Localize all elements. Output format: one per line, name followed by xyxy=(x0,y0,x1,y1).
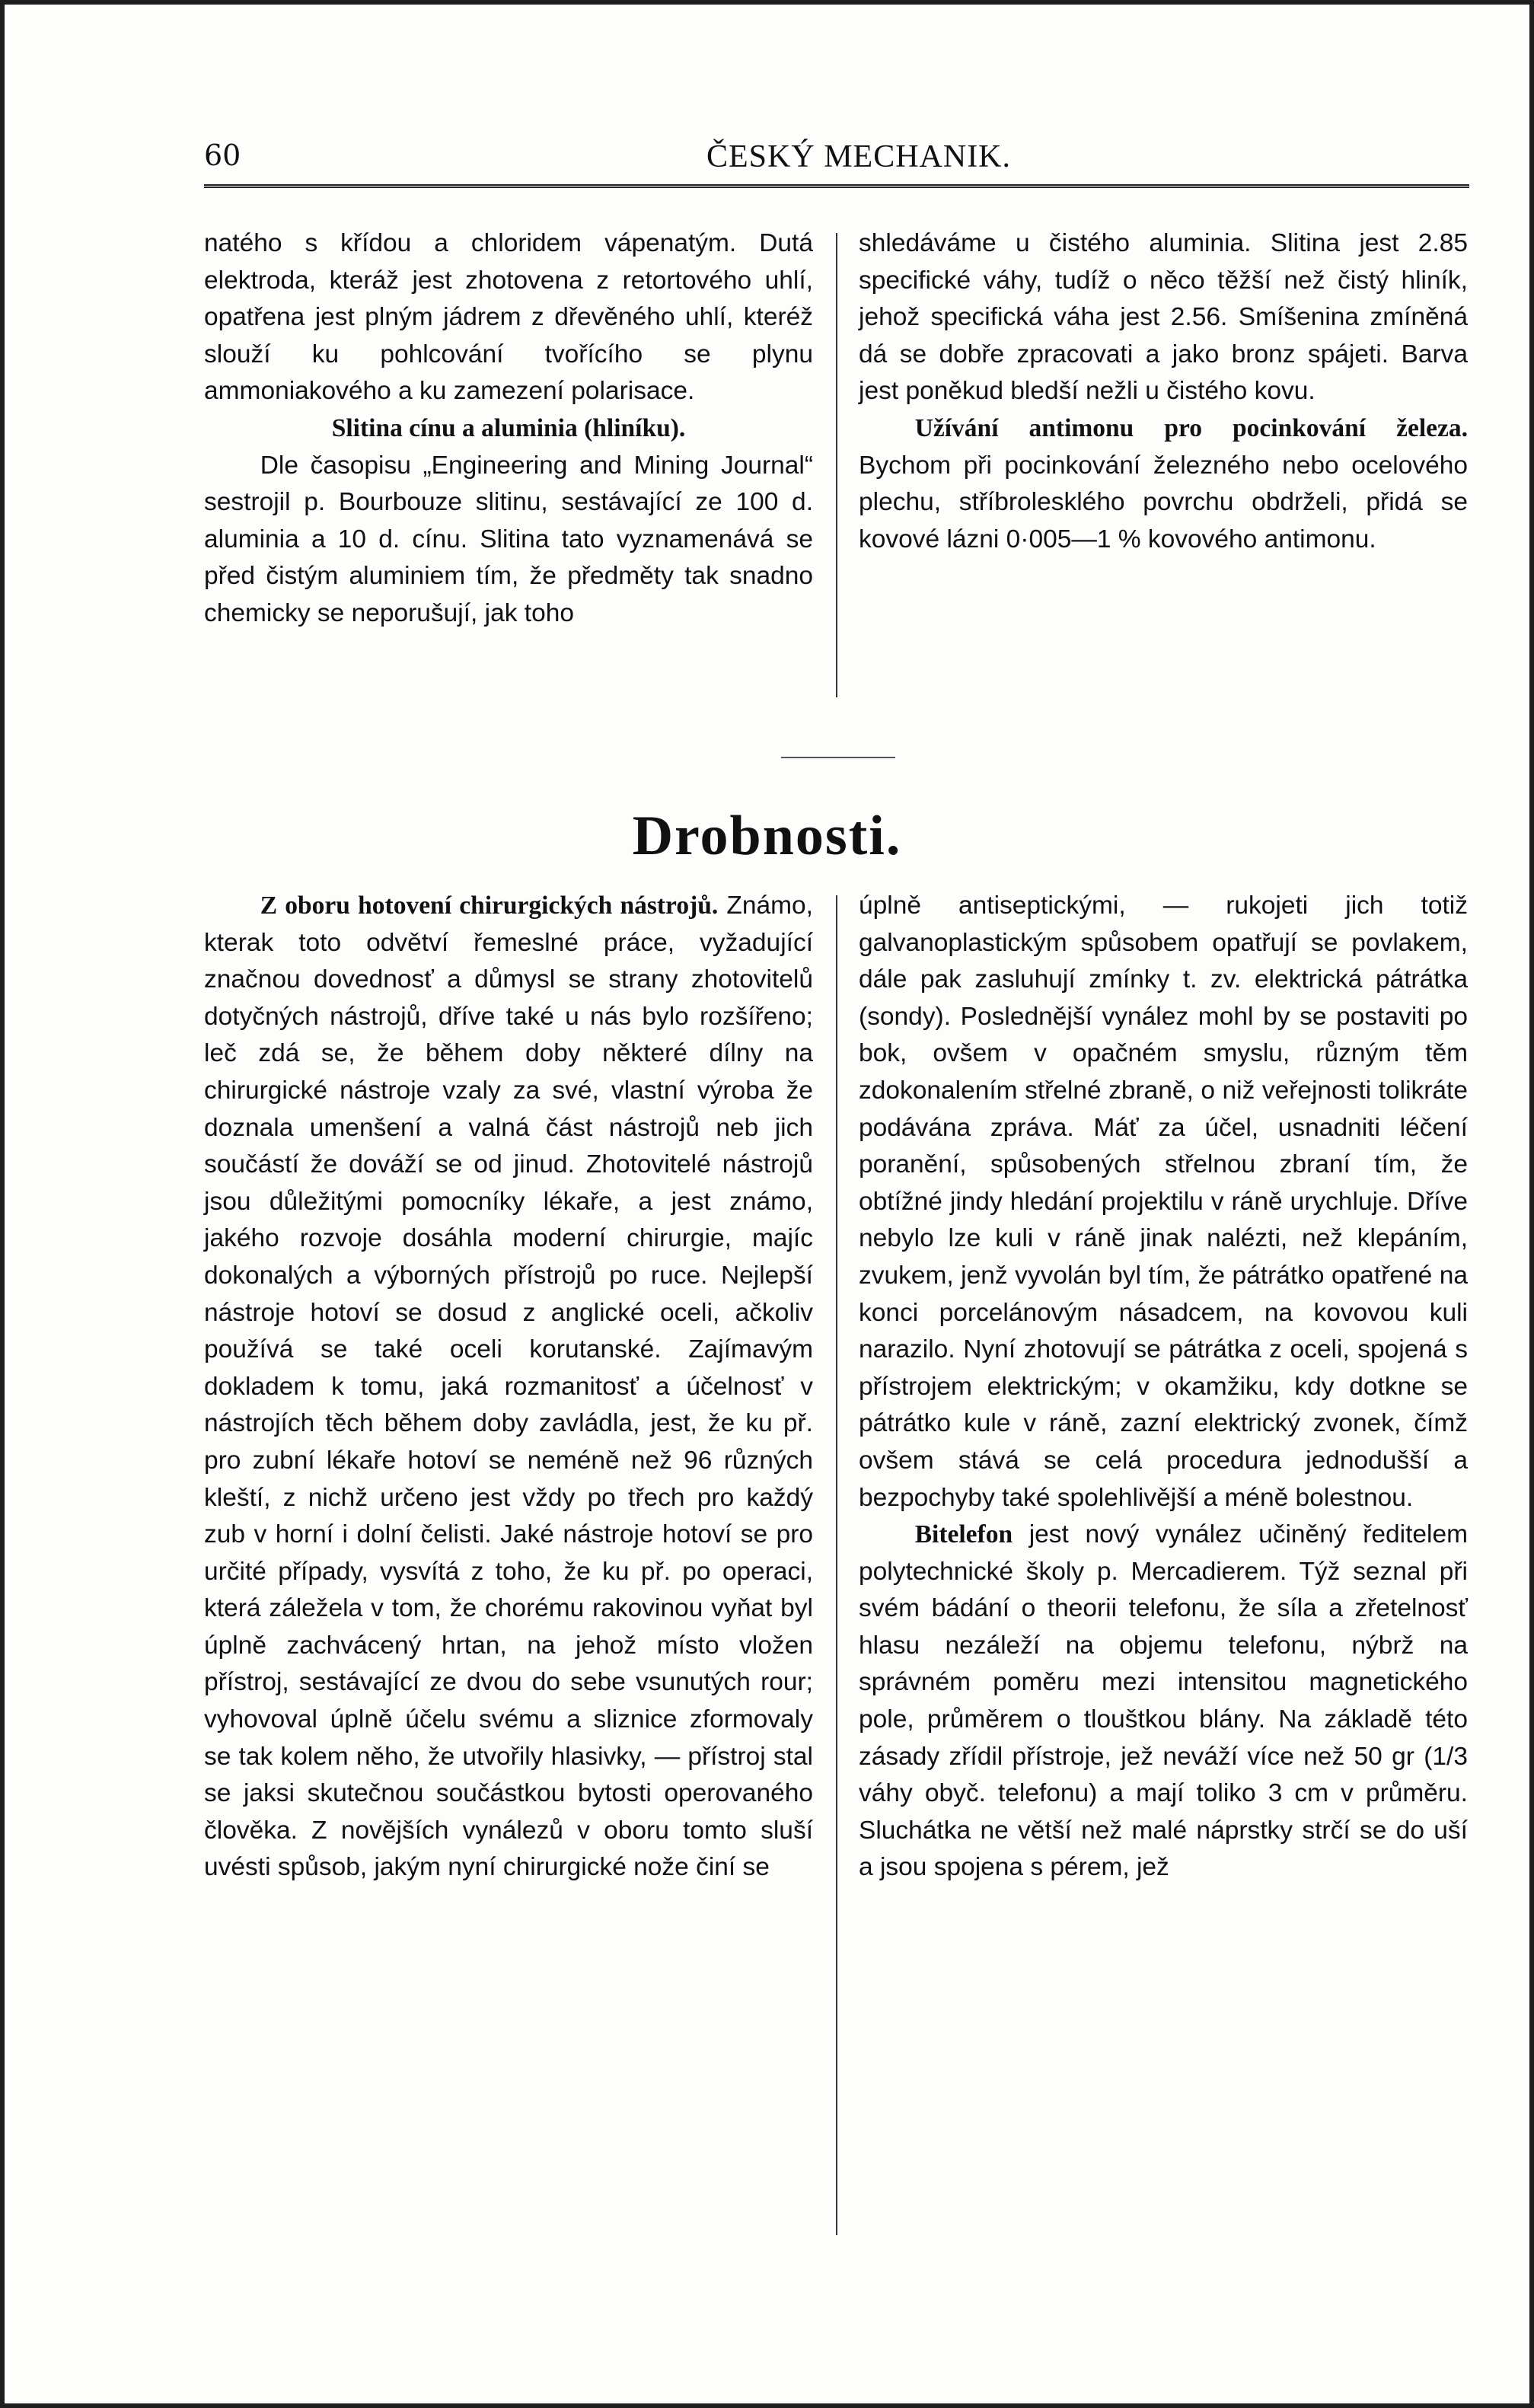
top-left-column xyxy=(204,225,813,633)
article-heading-surgical: Z oboru hotovení chirurgických nástrojů. xyxy=(260,891,719,920)
paragraph-continued: natého s křídou a chloridem vápenatým. Dutá elektroda, kteráž jest zhotovena z retortového uhlí, opatřena jest plným jádrem z dřevěného uhlí, kteréž slouží ku pohlcování tvořícího se plynu ammoniakového a ku zamezení polarisace. xyxy=(204,229,813,406)
paragraph-tin-aluminium: Dle časopisu „Engineering and Mining Journal“ sestrojil p. Bourbouze slitinu, sestávající ze 100 d. aluminia a 10 d. cínu. Slitina tato vyznamenává se před čistým aluminiem tím, že předměty tak snadno chemicky se neporušují, jak toho xyxy=(204,451,813,627)
article-heading-antimony: Užívání antimonu pro pocinkování železa. xyxy=(914,413,1468,442)
page xyxy=(5,5,1529,2403)
article-heading-tin-aluminium: Slitina cínu a aluminia (hliníku). xyxy=(331,413,686,442)
paragraph-antimony: Užívání antimonu pro pocinkování železa. Bychom při pocinkování železného nebo ocelového plechu, stříbrolesklého povrchu obdrželi, přidá se kovové lázni 0·005—1 % kovového antimonu. xyxy=(859,413,1468,553)
bottom-right-column xyxy=(859,888,1468,1887)
top-right-column xyxy=(859,225,1468,558)
article-heading-bitelefon: Bitelefon xyxy=(914,1520,1013,1549)
header-rule xyxy=(204,184,1469,188)
page-header xyxy=(204,139,1468,184)
paragraph-probes: úplně antiseptickými, — rukojeti jich totiž galvanoplastickým spůsobem opatřují se povlakem, dále pak zasluhují zmínky t. zv. elektrická pátrátka (sondy). Poslednější vynález mohl by se postaviti po bok, ovšem v opačném smyslu, různým těm zdokonalením střelné zbraně, o niž veřejnosti tolikráte podávána zpráva. Máť za účel, usnadniti léčení poranění, spůsobených střelnou zbraní tím, že obtížné jindy hledání projektilu v ráně urychluje. Dříve nebylo lze kuli v ráně jinak nalézti, než klepáním, zvukem, jenž vyvolán byl tím, že pátrátko opatřené na konci porcelánovým násadcem, na kovovou kuli narazilo. Nyní zhotovují se pátrátka z oceli, spojená s přístrojem elektrickým; v okamžiku, kdy dotkne se pátrátko kule v ráně, zazní elektrický zvonek, čímž ovšem stává se celá procedura jednodušší a bezpochyby také spolehlivější a méně bolestnou. xyxy=(859,891,1468,1512)
section-title: Drobnosti. xyxy=(632,805,902,867)
column-rule-bottom xyxy=(836,895,837,2235)
paragraph-surgical-instruments: Z oboru hotovení chirurgických nástrojů. Známo, kterak toto odvětví řemeslné práce, vyžadující značnou dovednosť a důmysl se strany zhotovitelů dotyčných nástrojů, dříve také u nás bylo rozšířeno; leč zdá se, že během doby některé dílny na chirurgické nástroje vzaly za své, vlastní výroba že doznala umenšení a valná část nástrojů neb jich součástí že dováží se od jinud. Zhotovitelé nástrojů jsou důležitými pomocníky lékaře, a jest známo, jakého rozvoje dosáhla moderní chirurgie, majíc dokonalých a výborných přístrojů po ruce. Nejlepší nástroje hotoví se dosud z anglické oceli, ačkoliv používá se také oceli korutanské. Zajímavým dokladem k tomu, jaká rozmanitosť a účelnosť v nástrojích těch během doby zavládla, jest, že ku př. pro zubní lékaře hotoví se neméně než 96 různých kleští, z nichž určeno jest vždy po třech pro každý zub v horní i dolní čelisti. Jaké nástroje hotoví se pro určité případy, vysvítá z toho, že ku př. po operaci, která záležela v tom, že chorému rakovinou vyňat byl úplně zachvácený hrtan, na jehož místo vložen přístroj, sestávající ze dvou do sebe vsunutých rour; vyhovoval úplně účelu svému a sliznice zformovaly se tak kolem něho, že utvořily hlasivky, — přístroj stal se jaksi skutečnou součástkou bytosti operovaného člověka. Z novějších vynálezů v oboru tomto sluší uvésti spůsob, jakým nyní chirurgické nože činí se xyxy=(204,891,813,1882)
section-divider xyxy=(781,757,895,758)
bottom-left-column xyxy=(204,888,813,1887)
column-rule-top xyxy=(836,233,837,697)
paragraph-bitelefon: Bitelefon jest nový vynález učiněný ředitelem polytechnické školy p. Mercadierem. Týž seznal při svém bádání o theorii telefonu, že síla a zřetelnosť hlasu nezáleží na objemu telefonu, nýbrž na správném poměru mezi intensitou magnetického pole, průměrem o tlouštkou blány. Na základě této zásady zřídil přístroje, jež neváží více než 50 gr (1/3 váhy obyč. telefonu) a mají toliko 3 cm v průměru. Sluchátka ne větší než malé náprstky strčí se do uší a jsou spojena s pérem, jež xyxy=(859,1520,1468,1882)
page-number: 60 xyxy=(204,139,241,172)
paragraph-continued-right: shledáváme u čistého aluminia. Slitina jest 2.85 specifické váhy, tudíž o něco těžší než čistý hliník, jehož specifická váha jest 2.56. Smíšenina zmíněná dá se dobře zpracovati a jako bronz spájeti. Barva jest poněkud bledší nežli u čistého kovu. xyxy=(859,229,1468,406)
journal-title: ČESKÝ MECHANIK. xyxy=(706,139,1012,174)
